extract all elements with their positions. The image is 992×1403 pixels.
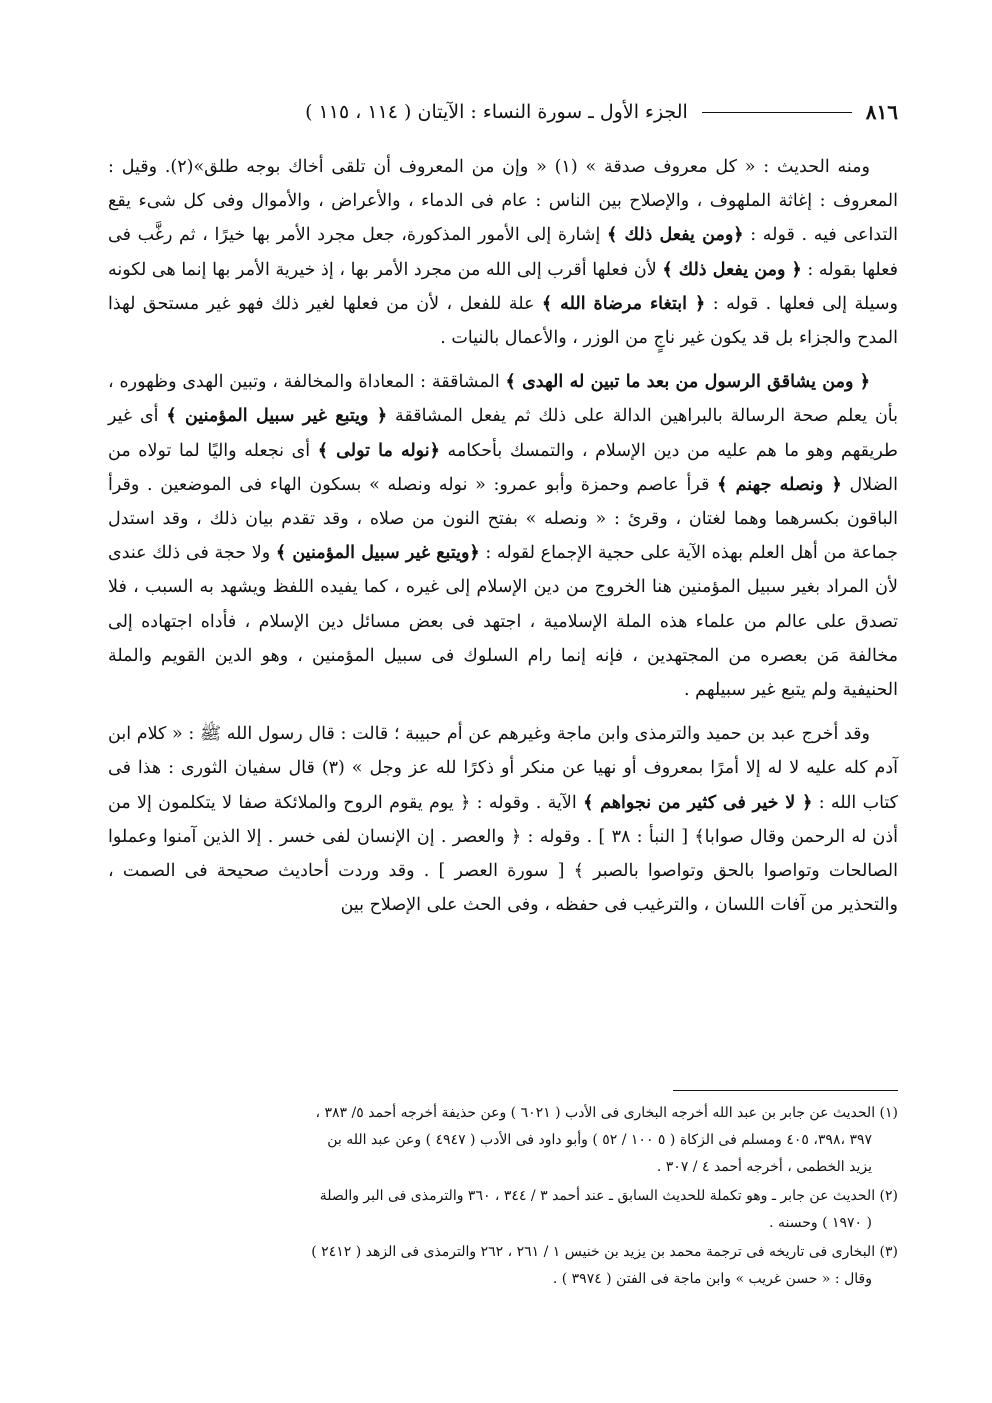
text-run: قال سفيان الثورى : هذا فى كتاب الله : xyxy=(108,758,899,813)
quran-quote: ﴿ لا خير فى كثير من نجواهم ﴾ xyxy=(583,792,813,813)
footnote-line: (١) الحديث عن جابر بن عبد الله أخرجه البخارى فى الأدب ( ٦٠٢١ ) وعن حذيفة أخرجه أحمد ٥/ ٣٨٣ ، xyxy=(315,1105,898,1121)
footnote-line: (٢) الحديث عن جابر ـ وهو تكملة للحديث السابق ـ عند أحمد ٣ / ٣٤٤ ، ٣٦٠ والترمذى فى البر والصلة xyxy=(319,1188,898,1204)
text-run: (١) xyxy=(554,157,578,177)
quran-quote: ﴿ويتبع غير سبيل المؤمنين ﴾ xyxy=(275,543,480,564)
text-run: الآية . وقوله : ﴿ يوم يقوم الروح والملائكة صفا لا يتكلمون إلا من أذن له الرحمن وقال صوابا﴾ [ النبأ : ٣٨ ] . وقوله : ﴿ والعصر . إن الإنسان لفى خسر . إلا الذين آمنوا وعملوا الصالحات وتواصوا بالحق وتواصوا بالصبر ﴾ [ سورة العصر ] . وقد وردت أحاديث صحيحة فى الصمت ، والتحذير من آفات اللسان ، والترغيب فى حفظه ، وفى الحث على الإصلاح بين xyxy=(108,792,898,916)
footnote-line: وقال : « حسن غريب » وابن ماجة فى الفتن ( ٣٩٧٤ ) . xyxy=(552,1271,872,1287)
text-run: لأن فعلها أقرب إلى الله من مجرد الأمر بها ، إذ خيرية الأمر بها إنما هى لكونه وسيلة إلى فعلها . قوله : xyxy=(108,259,899,314)
footnote-2 xyxy=(108,1183,898,1237)
quran-quote: ﴿ومن يفعل ذلك ﴾ xyxy=(607,225,744,246)
text-run: أى غير طريقهم وهو ما هم عليه من دين الإسلام ، والتمسك بأحكامه xyxy=(108,406,898,461)
text-run: المشاققة : المعاداة والمخالفة ، وتبين الهدى وظهوره ، بأن يعلم صحة الرسالة بالبراهين الدالة على ذلك ثم يفعل المشاققة xyxy=(108,372,899,427)
footnote-1 xyxy=(108,1100,898,1181)
footnote-separator xyxy=(673,1090,898,1091)
text-run: وقد أخرج عبد بن حميد والترمذى وابن ماجة وغيرهم عن أم حبيبة ؛ قالت : قال رسول الله ﷺ : « كلام ابن آدم كله عليه لا له إلا أمرًا بمعروف أو نهيا عن منكر أو ذكرًا لله عز وجل » xyxy=(108,724,898,779)
paragraph-2 xyxy=(108,365,898,707)
text-run: قرأ عاصم وحمزة وأبو عمرو: « نوله ونصله » بسكون الهاء فى الموضعين . وقرأ الباقون بكسرهما وهما لغتان ، وقرئ : « ونصله » بفتح النون من صلاه ، وقد تقدم بيان ذلك ، وقد استدل جماعة من أهل العلم بهذه الآية على حجية الإجماع لقوله : xyxy=(108,474,898,564)
page-number: ٨١٦ xyxy=(865,100,898,124)
footnotes xyxy=(108,1100,898,1295)
text-run: ومنه الحديث : « كل معروف صدقة » xyxy=(577,157,870,177)
text-run: ولا حجة فى ذلك عندى لأن المراد بغير سبيل المؤمنين هنا الخروج من دين الإسلام إلى غيره ، كما يفيده اللفظ ويشهد به السبب ، فلا تصدق على عالم من علماء هذه الملة الإسلامية ، اجتهد فى بعض مسائل دين الإسلام ، فأداه اجتهاده إلى مخالفة مَن بعصره من المجتهدين ، فإنه إنما رام السلوك فى سبيل المؤمنين ، وهو الدين القويم والملة الحنيفية ولم يتبع غير سبيلهم . xyxy=(108,543,898,701)
quran-quote: ﴿ ونصله جهنم ﴾ xyxy=(717,474,842,495)
footnote-line: يزيد الخطمى ، أخرجه أحمد ٤ / ٣٠٧ . xyxy=(656,1159,872,1175)
header-rule xyxy=(702,112,852,113)
quran-quote: ﴿نوله ما تولى ﴾ xyxy=(317,440,440,461)
quran-quote: ﴿ ويتبع غير سبيل المؤمنين ﴾ xyxy=(166,406,388,427)
text-run: . وقيل : المعروف : إغاثة الملهوف ، والإصلاح بين الناس : عام فى الدماء ، والأعراض ، والأموال وفى كل شىء يقع التداعى فيه . قوله : xyxy=(108,157,898,246)
text-run: إشارة إلى الأمور المذكورة، جعل مجرد الأمر بها خيرًا ، ثم رغَّب فى فعلها بقوله : xyxy=(108,225,898,280)
footnote-line: ٣٩٧ ،٣٩٨، ٤٠٥ ومسلم فى الزكاة ( ٥ ١٠٠ / ٥٢ ) وأبو داود فى الأدب ( ٤٩٤٧ ) وعن عبد الله بن xyxy=(327,1132,872,1148)
main-text xyxy=(108,150,898,932)
text-run: أى نجعله واليًا لما تولاه من الضلال xyxy=(108,440,898,495)
quran-quote: ﴿ ومن يشاقق الرسول من بعد ما تبين له الهدى ﴾ xyxy=(505,372,870,393)
footnote-line: (٣) البخارى فى تاريخه فى ترجمة محمد بن يزيد بن خنيس ١ / ٢٦١ ، ٢٦٢ والترمذى فى الزهد ( ٢٤١٢ ) xyxy=(311,1244,898,1260)
quran-quote: ﴿ ابتغاء مرضاة الله ﴾ xyxy=(541,293,706,314)
text-run: « وإن من المعروف أن تلقى أخاك بوجه طلق» xyxy=(193,157,555,177)
paragraph-3 xyxy=(108,717,898,922)
header-title: الجزء الأول ـ سورة النساء : الآيتان ( ١١٤ ، ١١٥ ) xyxy=(305,101,688,123)
footnote-3 xyxy=(108,1239,898,1293)
text-run: علة للفعل ، لأن من فعلها لغير ذلك فهو غير مستحق لهذا المدح والجزاء بل قد يكون غير ناجٍ من الوزر ، والأعمال بالنيات . xyxy=(108,293,898,349)
paragraph-1 xyxy=(108,150,898,355)
text-run: (٢) xyxy=(170,157,194,177)
footnote-line: ( ١٩٧٠ ) وحسنه . xyxy=(769,1215,872,1231)
running-header xyxy=(108,96,898,128)
text-run: (٣) xyxy=(321,758,345,779)
quran-quote: ﴿ ومن يفعل ذلك ﴾ xyxy=(662,259,802,280)
